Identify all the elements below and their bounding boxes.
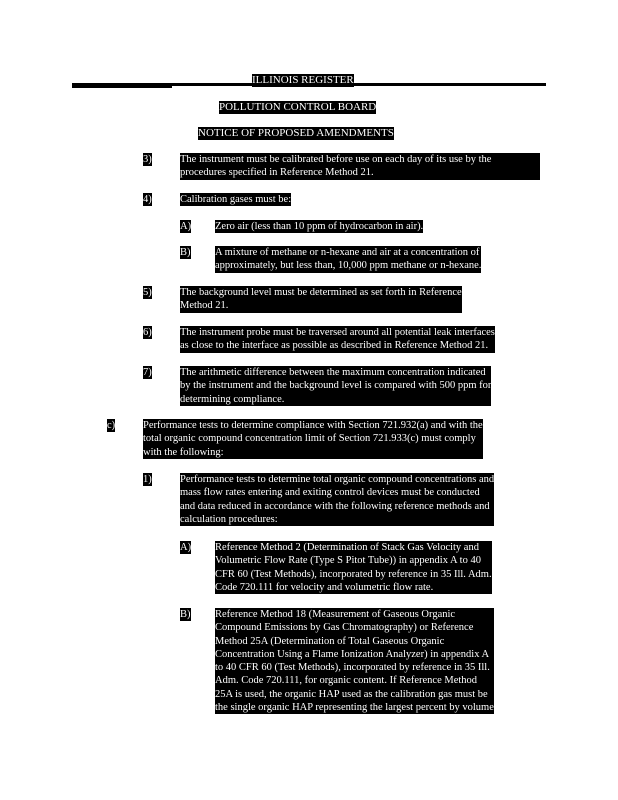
item-text: A mixture of methane or n-hexane and air at a concentration of approximately, but less than, 10,000 ppm methane or n-hexane. (215, 247, 482, 272)
item-text: Reference Method 18 (Measurement of Gaseous Organic Compound Emissions by Gas Chromatography) or Reference Method 25A (Determination of Total Gaseous Organic Concentration Using a Flame Ionization Analyzer) in appendix A to 40 CFR 60 (Test Methods), incorporated by reference in 35 Ill. Adm. Code 720.111, for organic content. If Reference Method 25A is used, the organic HAP used as the calibration gas must be the single organic HAP representing the largest percent by volume (215, 609, 494, 714)
item-marker: c) (107, 420, 116, 431)
item-marker: 5) (143, 287, 152, 298)
item-text: Performance tests to determine total organic compound concentrations and mass flow rates entering and exiting control devices must be conducted and data reduced in accordance with the following reference methods and calculation procedures: (180, 474, 495, 525)
item-text: The instrument probe must be traversed around all potential leak interfaces as close to the interface as possible as described in Reference Method 21. (180, 327, 495, 352)
item-text: Reference Method 2 (Determination of Stack Gas Velocity and Volumetric Flow Rate (Type S Pitot Tube)) in appendix A to 40 CFR 60 (Test Methods), incorporated by reference in 35 Ill. Adm. Code 720.111 for velocity and volumetric flow rate. (215, 542, 492, 593)
item-marker: 1) (143, 474, 152, 485)
item-text: The instrument must be calibrated before use on each day of its use by the procedures specified in Reference Method 21. (180, 153, 540, 180)
item-marker: B) (180, 609, 191, 620)
item-marker: 7) (143, 367, 152, 378)
item-marker: 3) (143, 154, 152, 165)
item-marker: A) (180, 221, 192, 232)
item-marker: 6) (143, 327, 152, 338)
item-text: Performance tests to determine compliance with Section 721.932(a) and with the total organic compound concentration limit of Section 721.933(c) must comply with the following: (143, 420, 483, 458)
item-marker: A) (180, 542, 192, 553)
register-title: ILLINOIS REGISTER (252, 74, 354, 86)
item-marker: B) (180, 247, 191, 258)
item-text: Zero air (less than 10 ppm of hydrocarbon in air). (215, 221, 424, 232)
notice-title: NOTICE OF PROPOSED AMENDMENTS (198, 127, 394, 139)
item-text: The arithmetic difference between the maximum concentration indicated by the instrument and the background level is compared with 500 ppm for determining compliance. (180, 367, 492, 405)
item-text: Calibration gases must be: (180, 194, 292, 205)
header-rule-mark (72, 86, 172, 88)
item-marker: 4) (143, 194, 152, 205)
board-title: POLLUTION CONTROL BOARD (219, 101, 377, 113)
item-text: The background level must be determined as set forth in Reference Method 21. (180, 287, 462, 312)
